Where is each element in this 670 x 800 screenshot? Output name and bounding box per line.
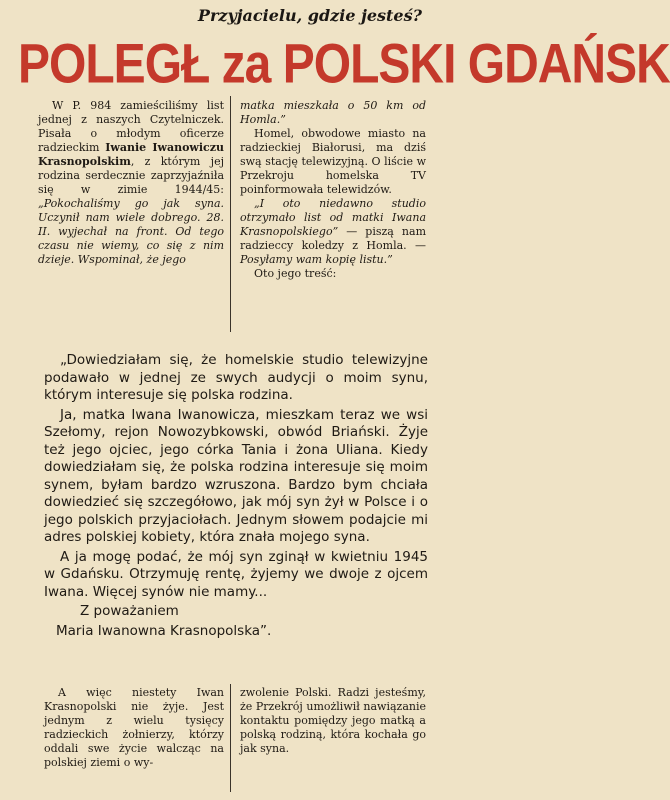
letter-paragraph-2: Ja, matka Iwana Iwanowicza, mieszkam teraz we wsi Szełomy, rejon Nowozybkowski, obwód Briański. Żyje też jego ojciec, jego córka Tania i żona Uliana. Kiedy dowiedziałam się, że polska rodzina interesuje się moim synem, byłam bardzo wzruszona. Bardzo bym chciała dowiedzieć się szczegółowo, jak mój syn żył w Polsce i o jego polskich przyjaciołach. Jednym słowem podajcie mi adres polskiej kobiety, która znała mojego syna. bbox=[44, 406, 428, 545]
letter-signature: Maria Iwanowna Krasnopolska”. bbox=[56, 622, 272, 639]
article-headline: POLEGŁ za POLSKI GDAŃSK bbox=[18, 34, 670, 95]
intro-paragraph-1 bbox=[38, 99, 224, 267]
outro-column-right bbox=[240, 686, 426, 756]
outro-paragraph-2: zwolenie Polski. Radzi jesteśmy, że Przekrój umożliwił nawiązanie kontaktu pomiędzy jego matką a polską rodziną, która kochała go jak syna. bbox=[240, 686, 426, 755]
letter-paragraph-1: „Dowiedziałam się, że homelskie studio telewizyjne podawało w jednej ze swych audycji o moim synu, którym interesuje się polska rodzina. bbox=[44, 352, 428, 403]
mother-letter bbox=[44, 352, 428, 640]
letter-closing: Z poważaniem bbox=[80, 603, 179, 619]
intro-quote-end: matka mieszkała o 50 km od Homla.” bbox=[240, 99, 426, 126]
section-kicker: Przyjacielu, gdzie jesteś? bbox=[197, 6, 422, 25]
intro-text: W P. 984 zamieściliśmy list jednej z naszych Czytelniczek. Pisała o młodym oficerze radzieckim bbox=[38, 99, 224, 154]
outro-paragraph-1: A więc niestety Iwan Krasnopolski nie żyje. Jest jednym z wielu tysięcy radzieckich żołnierzy, którzy oddali swe życie walcząc na polskiej ziemi o wy- bbox=[44, 686, 224, 769]
intro-quote: „I oto niedawno studio otrzymało list od matki Iwana Krasnopolskiego” bbox=[240, 197, 426, 238]
column-divider-bottom bbox=[230, 684, 231, 792]
column-divider-top bbox=[230, 96, 231, 332]
letter-paragraph-3: A ja mogę podać, że mój syn zginął w kwietniu 1945 w Gdańsku. Otrzymuję rentę, żyjemy we dwoje z ojcem Iwana. Więcej synów nie mamy... bbox=[44, 548, 428, 600]
outro-column-left bbox=[44, 686, 224, 770]
intro-column-right bbox=[240, 99, 426, 281]
intro-paragraph-3 bbox=[240, 197, 426, 267]
intro-text: — piszą nam radzieccy koledzy z Homla. — bbox=[240, 225, 426, 252]
intro-quote: Posyłamy wam kopię listu.” bbox=[240, 253, 393, 266]
intro-text: , z którym jej rodzina serdecznie zaprzyjaźniła się w zimie 1944/45: bbox=[38, 155, 224, 196]
intro-quote: „Pokochaliśmy go jak syna. Uczynił nam wiele dobrego. 28. II. wyjechał na front. Od tego czasu nie wiemy, co się z nim dzieje. Wspominał, że jego bbox=[38, 197, 224, 266]
intro-column-left bbox=[38, 99, 224, 267]
intro-paragraph-4: Oto jego treść: bbox=[254, 267, 337, 280]
officer-name: Iwanie Iwanowiczu Krasnopolskim bbox=[38, 141, 224, 168]
intro-paragraph-2: Homel, obwodowe miasto na radzieckiej Białorusi, ma dziś swą stację telewizyjną. O liście w Przekroju homelska TV poinformowała telewidzów. bbox=[240, 127, 426, 196]
